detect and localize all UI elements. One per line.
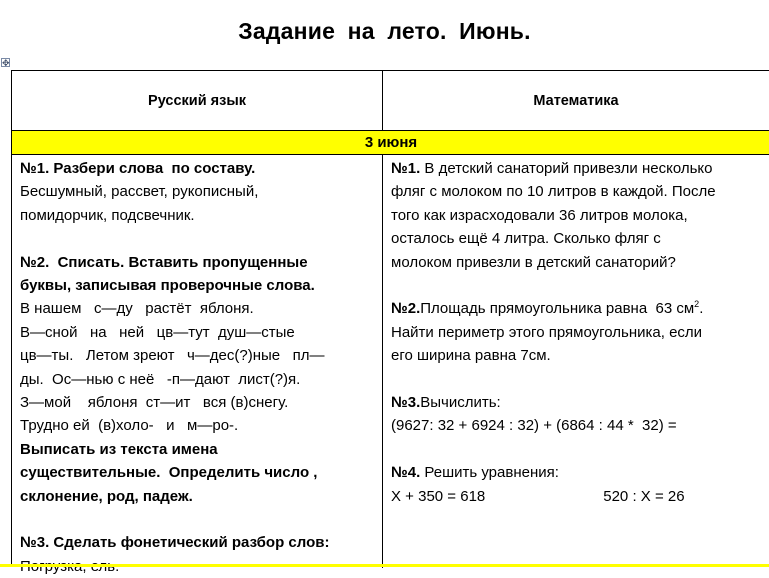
ru-task2-line2: В—сной на ней цв—тут душ—стые bbox=[20, 323, 295, 341]
ru-task1-line1: Бесшумный, рассвет, рукописный, bbox=[20, 183, 259, 201]
assignment-table bbox=[11, 70, 769, 567]
math-task4-label: Решить уравнения: bbox=[420, 464, 559, 482]
ru-task2-line1: В нашем с—ду растёт яблоня. bbox=[20, 300, 254, 318]
math-task4-equations bbox=[391, 485, 769, 508]
math-task1-number: №1. bbox=[391, 160, 421, 177]
date-row: 3 июня bbox=[12, 131, 769, 155]
ru-task2-title-line1: №2. Списать. Вставить пропущенные bbox=[20, 253, 308, 271]
header-russian: Русский язык bbox=[12, 71, 383, 130]
math-task2-period: . bbox=[699, 300, 704, 318]
ru-task2-assignment-line2: существительные. Определить число , bbox=[20, 464, 318, 482]
header-math: Математика bbox=[533, 92, 619, 109]
math-task3-number: №3. bbox=[391, 394, 421, 412]
ru-task2-line6: Трудно ей (в)холо- и м—ро-. bbox=[20, 417, 239, 435]
math-task3-line1 bbox=[391, 391, 769, 414]
ru-task2-assignment-line1: Выписать из текста имена bbox=[20, 440, 218, 458]
math-task3-expression: (9627: 32 + 6924 : 32) + (6864 : 44 * 32) = bbox=[391, 417, 677, 435]
ru-task3-title: №3. Сделать фонетический разбор слов: bbox=[20, 534, 330, 552]
math-column bbox=[383, 155, 769, 568]
ru-task2-assignment-line3: склонение, род, падеж. bbox=[20, 487, 193, 505]
page-title: Задание на лето. Июнь. bbox=[238, 18, 531, 44]
ru-task2-line3: цв—ты. Летом зреют ч—дес(?)ные пл— bbox=[20, 347, 325, 365]
ru-task1-line2: помидорчик, подсвечник. bbox=[20, 206, 195, 224]
math-task2-superscript: 2 bbox=[694, 299, 700, 310]
math-task1-line1 bbox=[391, 157, 769, 180]
table-header-row bbox=[12, 71, 769, 131]
math-task1-text: В детский санаторий привезли несколько bbox=[420, 160, 713, 177]
ru-task2-line4: ды. Ос—нью с неё -п—дают лист(?)я. bbox=[20, 370, 301, 388]
math-task1-line3: того как израсходовали 36 литров молока, bbox=[391, 206, 688, 224]
math-task2-line3: его ширина равна 7см. bbox=[391, 347, 551, 365]
math-task4-line1 bbox=[391, 461, 769, 484]
math-task3-label: Вычислить: bbox=[420, 394, 501, 412]
ru-task2-line5: З—мой яблоня ст—ит вся (в)снегу. bbox=[20, 394, 289, 412]
math-task2-number: №2. bbox=[391, 300, 421, 318]
ru-task2-title-line2: буквы, записывая проверочные слова. bbox=[20, 277, 315, 295]
ru-task1-title: №1. Разбери слова по составу. bbox=[20, 160, 256, 177]
math-task1-line5: молоком привезли в детский санаторий? bbox=[391, 253, 676, 271]
math-task4-number: №4. bbox=[391, 464, 421, 482]
math-task2-line2: Найти периметр этого прямоугольника, если bbox=[391, 323, 703, 341]
math-task1-line4: осталось ещё 4 литра. Сколько фляг с bbox=[391, 230, 661, 248]
math-task1-line2: фляг с молоком по 10 литров в каждой. После bbox=[391, 183, 716, 201]
table-move-handle-icon[interactable]: ✥ bbox=[2, 58, 10, 68]
math-task2-line1 bbox=[391, 297, 769, 320]
russian-column bbox=[12, 155, 383, 568]
math-equation-1: Х + 350 = 618 bbox=[391, 487, 486, 505]
math-equation-2: 520 : Х = 26 bbox=[603, 487, 685, 505]
math-task2-text: Площадь прямоугольника равна 63 см bbox=[420, 300, 695, 318]
